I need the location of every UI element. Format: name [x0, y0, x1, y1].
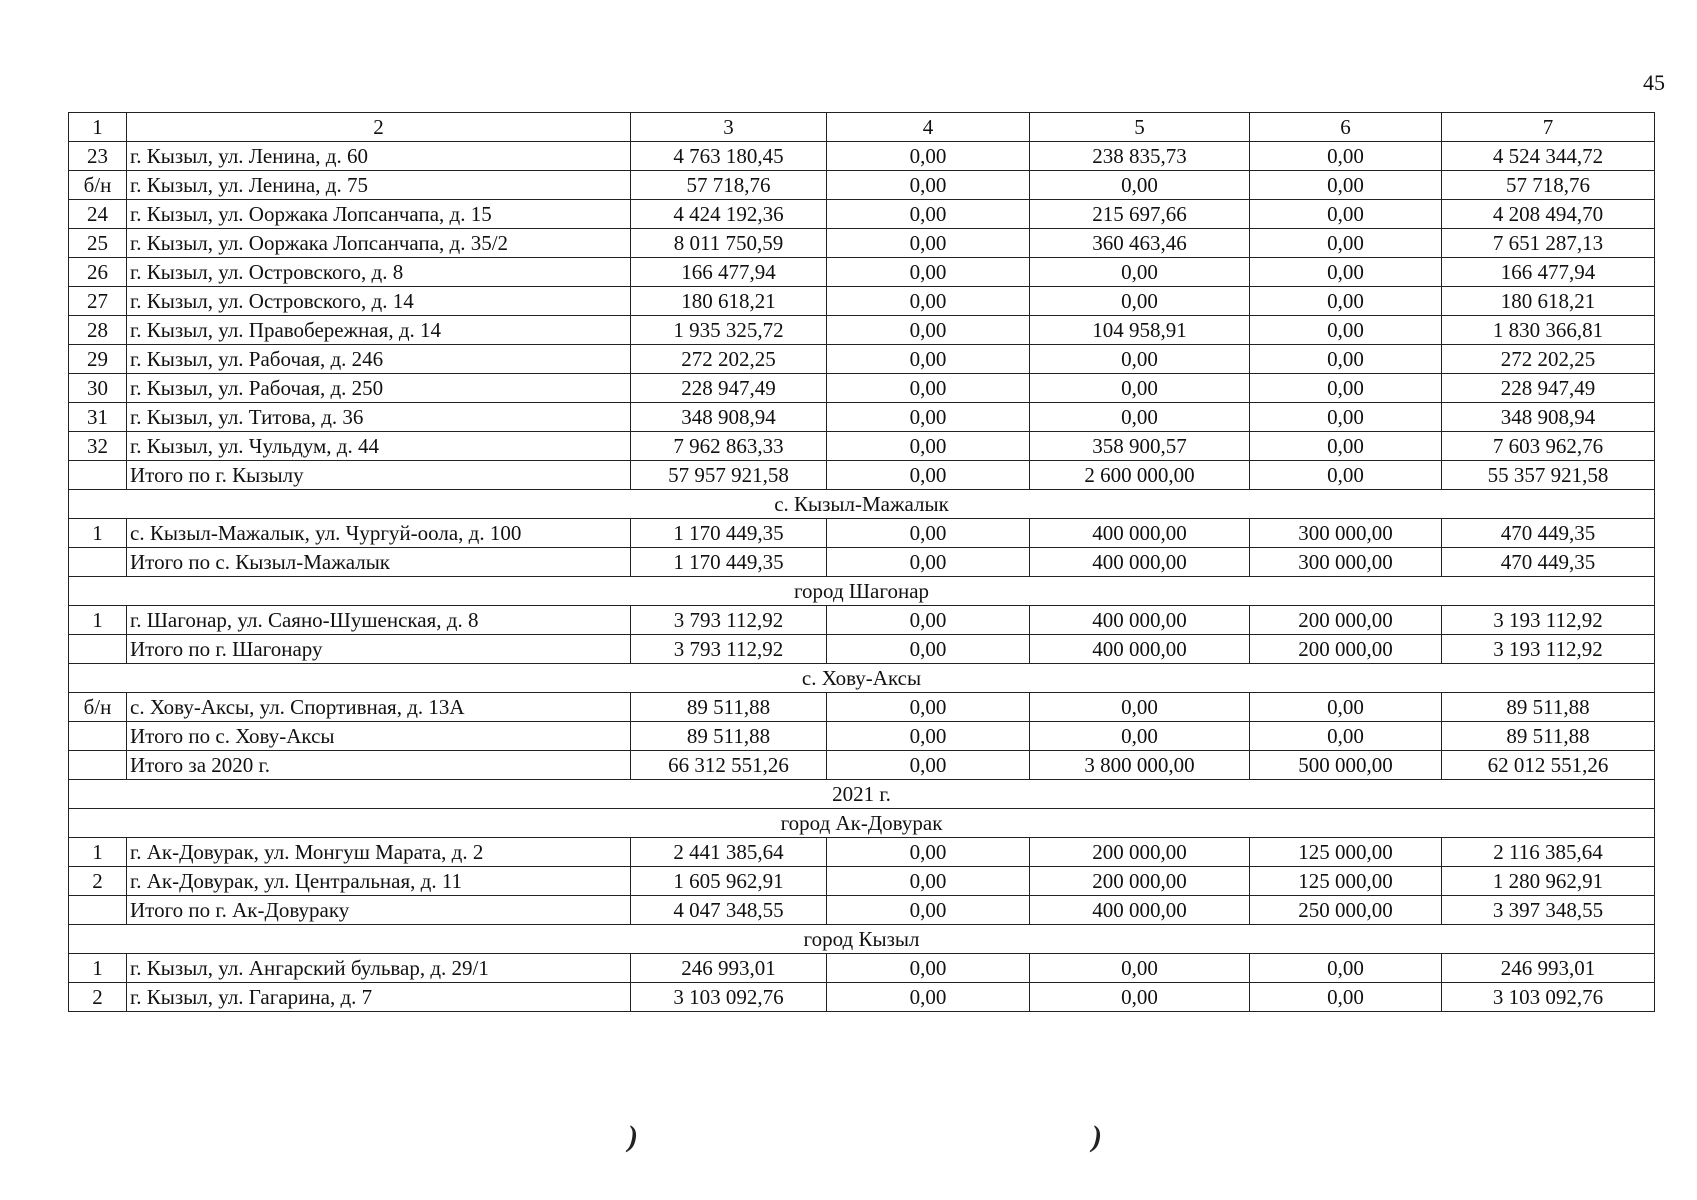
row-number-cell: 30 [69, 374, 127, 403]
table-body [69, 142, 1655, 1012]
table-row [69, 983, 1655, 1012]
amount-cell-col4: 0,00 [827, 635, 1030, 664]
amount-cell-col6: 0,00 [1250, 345, 1442, 374]
row-number-cell: 27 [69, 287, 127, 316]
table-row [69, 461, 1655, 490]
page-number: 45 [1643, 70, 1665, 95]
address-cell: г. Кызыл, ул. Титова, д. 36 [127, 403, 631, 432]
row-number-cell: 1 [69, 519, 127, 548]
amount-cell-col3: 4 763 180,45 [631, 142, 827, 171]
amount-cell-col5: 238 835,73 [1030, 142, 1250, 171]
amount-cell-col5: 358 900,57 [1030, 432, 1250, 461]
amount-cell-col3: 66 312 551,26 [631, 751, 827, 780]
amount-cell-col5: 3 800 000,00 [1030, 751, 1250, 780]
table-row [69, 519, 1655, 548]
address-cell: Итого по с. Хову-Аксы [127, 722, 631, 751]
amount-cell-col7: 3 397 348,55 [1442, 896, 1655, 925]
row-number-cell: 2 [69, 983, 127, 1012]
amount-cell-col5: 0,00 [1030, 345, 1250, 374]
amount-cell-col7: 4 208 494,70 [1442, 200, 1655, 229]
amount-cell-col3: 3 793 112,92 [631, 635, 827, 664]
amount-cell-col6: 200 000,00 [1250, 606, 1442, 635]
amount-cell-col3: 89 511,88 [631, 693, 827, 722]
section-title: город Шагонар [69, 577, 1655, 606]
amount-cell-col3: 7 962 863,33 [631, 432, 827, 461]
amount-cell-col6: 0,00 [1250, 229, 1442, 258]
row-number-cell: 23 [69, 142, 127, 171]
amount-cell-col5: 0,00 [1030, 954, 1250, 983]
amount-cell-col5: 400 000,00 [1030, 606, 1250, 635]
amount-cell-col7: 62 012 551,26 [1442, 751, 1655, 780]
amount-cell-col4: 0,00 [827, 345, 1030, 374]
amount-cell-col3: 272 202,25 [631, 345, 827, 374]
address-cell: Итого за 2020 г. [127, 751, 631, 780]
amount-cell-col7: 3 103 092,76 [1442, 983, 1655, 1012]
scan-mark: ) [1092, 1120, 1102, 1153]
amount-cell-col7: 89 511,88 [1442, 693, 1655, 722]
column-number-cell: 6 [1250, 113, 1442, 142]
row-number-cell [69, 635, 127, 664]
address-cell: г. Кызыл, ул. Ленина, д. 60 [127, 142, 631, 171]
amount-cell-col6: 0,00 [1250, 200, 1442, 229]
section-header-row [69, 780, 1655, 809]
amount-cell-col4: 0,00 [827, 751, 1030, 780]
row-number-cell: 29 [69, 345, 127, 374]
amount-cell-col6: 500 000,00 [1250, 751, 1442, 780]
row-number-cell [69, 461, 127, 490]
address-cell: Итого по с. Кызыл-Мажалык [127, 548, 631, 577]
amount-cell-col7: 1 280 962,91 [1442, 867, 1655, 896]
amount-cell-col3: 1 170 449,35 [631, 519, 827, 548]
amount-cell-col7: 55 357 921,58 [1442, 461, 1655, 490]
table-row [69, 606, 1655, 635]
row-number-cell: 24 [69, 200, 127, 229]
amount-cell-col3: 89 511,88 [631, 722, 827, 751]
amount-cell-col3: 1 935 325,72 [631, 316, 827, 345]
amount-cell-col5: 200 000,00 [1030, 867, 1250, 896]
address-cell: г. Шагонар, ул. Саяно-Шушенская, д. 8 [127, 606, 631, 635]
column-number-cell: 3 [631, 113, 827, 142]
address-cell: г. Кызыл, ул. Правобережная, д. 14 [127, 316, 631, 345]
amount-cell-col5: 0,00 [1030, 258, 1250, 287]
section-header-row [69, 577, 1655, 606]
column-number-cell: 2 [127, 113, 631, 142]
amount-cell-col4: 0,00 [827, 983, 1030, 1012]
amount-cell-col5: 0,00 [1030, 983, 1250, 1012]
amount-cell-col3: 1 170 449,35 [631, 548, 827, 577]
amount-cell-col4: 0,00 [827, 200, 1030, 229]
row-number-cell [69, 751, 127, 780]
amount-cell-col4: 0,00 [827, 896, 1030, 925]
address-cell: г. Ак-Довурак, ул. Монгуш Марата, д. 2 [127, 838, 631, 867]
row-number-cell: 28 [69, 316, 127, 345]
amount-cell-col4: 0,00 [827, 722, 1030, 751]
amount-cell-col5: 215 697,66 [1030, 200, 1250, 229]
address-cell: г. Кызыл, ул. Островского, д. 14 [127, 287, 631, 316]
amount-cell-col4: 0,00 [827, 432, 1030, 461]
amount-cell-col7: 2 116 385,64 [1442, 838, 1655, 867]
row-number-cell: 1 [69, 838, 127, 867]
table-row [69, 954, 1655, 983]
column-number-cell: 1 [69, 113, 127, 142]
amount-cell-col3: 57 957 921,58 [631, 461, 827, 490]
address-cell: г. Кызыл, ул. Ооржака Лопсанчапа, д. 35/2 [127, 229, 631, 258]
amount-cell-col7: 180 618,21 [1442, 287, 1655, 316]
amount-cell-col6: 0,00 [1250, 374, 1442, 403]
amount-cell-col4: 0,00 [827, 258, 1030, 287]
table-row [69, 258, 1655, 287]
amount-cell-col7: 89 511,88 [1442, 722, 1655, 751]
amount-cell-col7: 246 993,01 [1442, 954, 1655, 983]
amount-cell-col3: 246 993,01 [631, 954, 827, 983]
table-row [69, 693, 1655, 722]
amount-cell-col6: 300 000,00 [1250, 519, 1442, 548]
amount-cell-col3: 57 718,76 [631, 171, 827, 200]
row-number-cell: 26 [69, 258, 127, 287]
row-number-cell: 1 [69, 954, 127, 983]
amount-cell-col4: 0,00 [827, 171, 1030, 200]
amount-cell-col7: 470 449,35 [1442, 548, 1655, 577]
amount-cell-col5: 0,00 [1030, 722, 1250, 751]
amount-cell-col6: 0,00 [1250, 722, 1442, 751]
table-row [69, 229, 1655, 258]
amount-cell-col4: 0,00 [827, 316, 1030, 345]
column-number-cell: 5 [1030, 113, 1250, 142]
amount-cell-col4: 0,00 [827, 867, 1030, 896]
amount-cell-col5: 360 463,46 [1030, 229, 1250, 258]
amount-cell-col3: 228 947,49 [631, 374, 827, 403]
table-row [69, 316, 1655, 345]
amount-cell-col3: 4 047 348,55 [631, 896, 827, 925]
section-header-row [69, 664, 1655, 693]
document-table [68, 112, 1655, 1012]
amount-cell-col3: 3 103 092,76 [631, 983, 827, 1012]
amount-cell-col6: 0,00 [1250, 171, 1442, 200]
amount-cell-col4: 0,00 [827, 954, 1030, 983]
section-title: с. Кызыл-Мажалык [69, 490, 1655, 519]
table-row [69, 142, 1655, 171]
amount-cell-col6: 0,00 [1250, 142, 1442, 171]
address-cell: г. Кызыл, ул. Ооржака Лопсанчапа, д. 15 [127, 200, 631, 229]
amount-cell-col3: 2 441 385,64 [631, 838, 827, 867]
amount-cell-col5: 400 000,00 [1030, 635, 1250, 664]
amount-cell-col3: 166 477,94 [631, 258, 827, 287]
amount-cell-col6: 0,00 [1250, 983, 1442, 1012]
amount-cell-col4: 0,00 [827, 519, 1030, 548]
address-cell: г. Кызыл, ул. Гагарина, д. 7 [127, 983, 631, 1012]
address-cell: г. Ак-Довурак, ул. Центральная, д. 11 [127, 867, 631, 896]
column-number-cell: 4 [827, 113, 1030, 142]
table-row [69, 345, 1655, 374]
amount-cell-col4: 0,00 [827, 461, 1030, 490]
amount-cell-col3: 4 424 192,36 [631, 200, 827, 229]
address-cell: с. Кызыл-Мажалык, ул. Чургуй-оола, д. 100 [127, 519, 631, 548]
row-number-cell [69, 896, 127, 925]
amount-cell-col4: 0,00 [827, 229, 1030, 258]
table-row [69, 432, 1655, 461]
address-cell: г. Кызыл, ул. Ленина, д. 75 [127, 171, 631, 200]
amount-cell-col6: 250 000,00 [1250, 896, 1442, 925]
table-row [69, 838, 1655, 867]
amount-cell-col5: 400 000,00 [1030, 548, 1250, 577]
amount-cell-col6: 0,00 [1250, 258, 1442, 287]
amount-cell-col7: 3 193 112,92 [1442, 635, 1655, 664]
amount-cell-col4: 0,00 [827, 548, 1030, 577]
amount-cell-col5: 0,00 [1030, 403, 1250, 432]
table-row [69, 403, 1655, 432]
section-header-row [69, 490, 1655, 519]
address-cell: с. Хову-Аксы, ул. Спортивная, д. 13А [127, 693, 631, 722]
amount-cell-col7: 57 718,76 [1442, 171, 1655, 200]
table-row [69, 200, 1655, 229]
amount-cell-col4: 0,00 [827, 838, 1030, 867]
amount-cell-col3: 180 618,21 [631, 287, 827, 316]
amount-cell-col7: 4 524 344,72 [1442, 142, 1655, 171]
row-number-cell: 31 [69, 403, 127, 432]
address-cell: Итого по г. Шагонару [127, 635, 631, 664]
column-number-row [69, 113, 1655, 142]
amount-cell-col3: 348 908,94 [631, 403, 827, 432]
amount-cell-col5: 0,00 [1030, 693, 1250, 722]
row-number-cell [69, 548, 127, 577]
section-title: город Ак-Довурак [69, 809, 1655, 838]
amount-cell-col5: 400 000,00 [1030, 519, 1250, 548]
table-row [69, 287, 1655, 316]
amount-cell-col5: 2 600 000,00 [1030, 461, 1250, 490]
table-row [69, 635, 1655, 664]
amount-cell-col4: 0,00 [827, 403, 1030, 432]
section-title: 2021 г. [69, 780, 1655, 809]
amount-cell-col5: 200 000,00 [1030, 838, 1250, 867]
table-row [69, 896, 1655, 925]
amount-cell-col4: 0,00 [827, 606, 1030, 635]
table-row [69, 867, 1655, 896]
section-title: город Кызыл [69, 925, 1655, 954]
amount-cell-col6: 0,00 [1250, 316, 1442, 345]
address-cell: Итого по г. Кызылу [127, 461, 631, 490]
amount-cell-col7: 7 603 962,76 [1442, 432, 1655, 461]
amount-cell-col6: 300 000,00 [1250, 548, 1442, 577]
address-cell: г. Кызыл, ул. Рабочая, д. 250 [127, 374, 631, 403]
address-cell: г. Кызыл, ул. Ангарский бульвар, д. 29/1 [127, 954, 631, 983]
table-row [69, 171, 1655, 200]
column-number-cell: 7 [1442, 113, 1655, 142]
amount-cell-col6: 125 000,00 [1250, 867, 1442, 896]
table-row [69, 751, 1655, 780]
amount-cell-col6: 0,00 [1250, 432, 1442, 461]
address-cell: г. Кызыл, ул. Рабочая, д. 246 [127, 345, 631, 374]
address-cell: Итого по г. Ак-Довураку [127, 896, 631, 925]
amount-cell-col6: 0,00 [1250, 403, 1442, 432]
amount-cell-col7: 228 947,49 [1442, 374, 1655, 403]
amount-cell-col4: 0,00 [827, 142, 1030, 171]
amount-cell-col6: 0,00 [1250, 693, 1442, 722]
amount-cell-col4: 0,00 [827, 374, 1030, 403]
row-number-cell: б/н [69, 693, 127, 722]
amount-cell-col6: 0,00 [1250, 954, 1442, 983]
section-title: с. Хову-Аксы [69, 664, 1655, 693]
amount-cell-col6: 0,00 [1250, 461, 1442, 490]
amount-cell-col6: 125 000,00 [1250, 838, 1442, 867]
amount-cell-col4: 0,00 [827, 693, 1030, 722]
row-number-cell [69, 722, 127, 751]
row-number-cell: б/н [69, 171, 127, 200]
amount-cell-col7: 470 449,35 [1442, 519, 1655, 548]
table-row [69, 374, 1655, 403]
amount-cell-col4: 0,00 [827, 287, 1030, 316]
row-number-cell: 2 [69, 867, 127, 896]
amount-cell-col7: 1 830 366,81 [1442, 316, 1655, 345]
amount-cell-col5: 0,00 [1030, 287, 1250, 316]
scan-mark: ) [628, 1120, 638, 1153]
amount-cell-col7: 272 202,25 [1442, 345, 1655, 374]
amount-cell-col6: 0,00 [1250, 287, 1442, 316]
amount-cell-col5: 400 000,00 [1030, 896, 1250, 925]
row-number-cell: 1 [69, 606, 127, 635]
section-header-row [69, 809, 1655, 838]
amount-cell-col5: 0,00 [1030, 374, 1250, 403]
row-number-cell: 25 [69, 229, 127, 258]
amount-cell-col7: 348 908,94 [1442, 403, 1655, 432]
table-row [69, 548, 1655, 577]
section-header-row [69, 925, 1655, 954]
address-cell: г. Кызыл, ул. Чульдум, д. 44 [127, 432, 631, 461]
amount-cell-col5: 104 958,91 [1030, 316, 1250, 345]
amount-cell-col7: 7 651 287,13 [1442, 229, 1655, 258]
amount-cell-col7: 166 477,94 [1442, 258, 1655, 287]
amount-cell-col5: 0,00 [1030, 171, 1250, 200]
amount-cell-col6: 200 000,00 [1250, 635, 1442, 664]
amount-cell-col7: 3 193 112,92 [1442, 606, 1655, 635]
amount-cell-col3: 1 605 962,91 [631, 867, 827, 896]
amount-cell-col3: 3 793 112,92 [631, 606, 827, 635]
address-cell: г. Кызыл, ул. Островского, д. 8 [127, 258, 631, 287]
amount-cell-col3: 8 011 750,59 [631, 229, 827, 258]
table-row [69, 722, 1655, 751]
row-number-cell: 32 [69, 432, 127, 461]
